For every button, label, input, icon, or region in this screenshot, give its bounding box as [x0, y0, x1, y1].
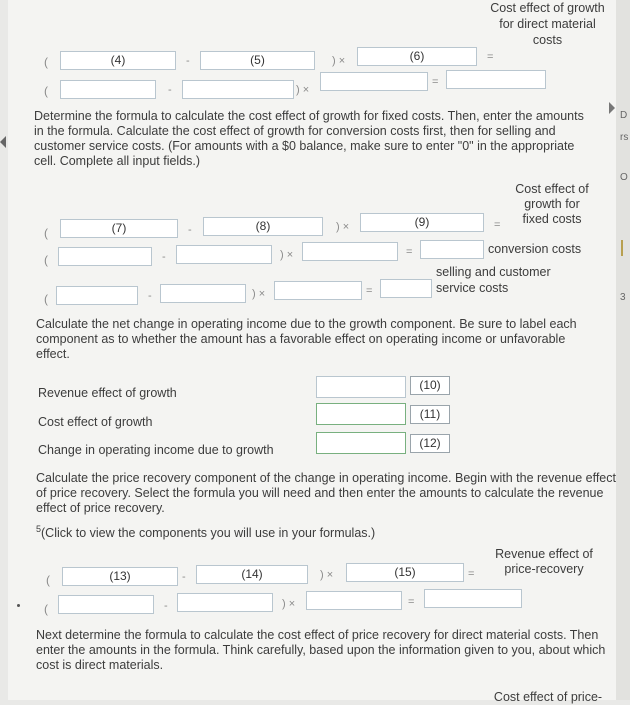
open-paren: (: [44, 292, 48, 306]
times-sign: ) ×: [336, 221, 350, 233]
result-input[interactable]: [446, 70, 546, 89]
equals-sign: =: [366, 285, 373, 297]
label-revenue-price-recovery: Revenue effect of price-recovery: [495, 547, 593, 576]
cursor-arrow-icon: [609, 102, 615, 114]
footnote-marker: 5: [36, 524, 42, 534]
amount-input[interactable]: [160, 284, 246, 303]
times-sign: ) ×: [332, 55, 346, 67]
dropdown-11[interactable]: (11): [410, 405, 450, 424]
side-fragment: D: [620, 110, 628, 121]
instruction-direct-material: Next determine the formula to calculate the cost effect of price recovery for direct material costs. Then enter the amounts in the formula. Think carefully, based upon the information given to you, about which cost is direct materials.: [36, 628, 606, 672]
input-4[interactable]: (4): [60, 51, 176, 70]
minus-sign: -: [188, 224, 192, 236]
input-5[interactable]: (5): [200, 51, 315, 70]
amount-input[interactable]: [306, 591, 402, 610]
equals-sign: =: [494, 219, 501, 231]
minus-sign: -: [168, 84, 172, 96]
side-marker: [621, 240, 623, 256]
minus-sign: -: [182, 571, 186, 583]
open-paren: (: [44, 602, 48, 616]
instruction-price-recovery: Calculate the price recovery component of the change in operating income. Begin with the revenue effect of price recovery. Select the formula you will need and then enter the amounts to calculate the revenue effect of price recovery.: [36, 471, 616, 515]
minus-sign: -: [164, 600, 168, 612]
open-paren: (: [44, 226, 48, 240]
amount-input-change[interactable]: [316, 432, 406, 454]
open-paren: (: [44, 84, 48, 98]
row-cost-effect: Cost effect of growth: [38, 415, 153, 429]
components-link-row[interactable]: [36, 522, 375, 541]
times-sign: ) ×: [282, 598, 296, 610]
label-cost-growth-dm: Cost effect of growth for direct material costs: [490, 1, 605, 47]
bullet-icon: [17, 604, 20, 607]
result-input[interactable]: [424, 589, 522, 608]
amount-input[interactable]: [176, 245, 272, 264]
dropdown-12[interactable]: (12): [410, 434, 450, 453]
left-arrow-icon[interactable]: [0, 136, 6, 148]
equals-sign: =: [487, 51, 494, 63]
open-paren: (: [46, 573, 50, 587]
instruction-net-change: Calculate the net change in operating income due to the growth component. Be sure to label each component as to whether the amount has a favorable effect on operating income or unfavorable effect.: [36, 317, 577, 361]
adjacent-window-edge: [616, 0, 630, 700]
input-13[interactable]: (13): [62, 567, 178, 586]
times-sign: ) ×: [296, 84, 310, 96]
label-cost-growth-fixed: Cost effect of growth for fixed costs: [515, 182, 589, 226]
times-sign: ) ×: [280, 249, 294, 261]
equals-sign: =: [408, 596, 415, 608]
times-sign: ) ×: [252, 288, 266, 300]
amount-input[interactable]: [60, 80, 156, 99]
amount-input[interactable]: [58, 595, 154, 614]
amount-input[interactable]: [320, 72, 428, 91]
minus-sign: -: [148, 290, 152, 302]
side-fragment: rs: [620, 132, 629, 143]
input-9[interactable]: (9): [360, 213, 484, 232]
amount-input-revenue[interactable]: [316, 376, 406, 398]
minus-sign: -: [162, 251, 166, 263]
result-input[interactable]: [380, 279, 432, 298]
input-6[interactable]: (6): [357, 47, 477, 66]
result-input[interactable]: [420, 240, 484, 259]
components-link[interactable]: (Click to view the components you will use in your formulas.): [41, 526, 376, 541]
label-conversion-costs: conversion costs: [488, 242, 582, 256]
input-15[interactable]: (15): [346, 563, 464, 582]
amount-input[interactable]: [274, 281, 362, 300]
equals-sign: =: [468, 568, 475, 580]
open-paren: (: [44, 253, 48, 267]
equals-sign: =: [432, 76, 439, 88]
input-14[interactable]: (14): [196, 565, 308, 584]
label-selling-service: selling and customer service costs: [436, 265, 551, 295]
side-fragment: O: [620, 172, 628, 183]
amount-input[interactable]: [182, 80, 294, 99]
input-7[interactable]: (7): [60, 219, 178, 238]
label-cost-price-recovery: Cost effect of price-: [493, 690, 603, 704]
amount-input[interactable]: [302, 242, 398, 261]
dropdown-10[interactable]: (10): [410, 376, 450, 395]
input-8[interactable]: (8): [203, 217, 323, 236]
times-sign: ) ×: [320, 569, 334, 581]
amount-input[interactable]: [58, 247, 152, 266]
amount-input[interactable]: [177, 593, 273, 612]
equals-sign: =: [406, 246, 413, 258]
row-change-operating-income: Change in operating income due to growth: [38, 443, 274, 457]
instruction-fixed-costs: Determine the formula to calculate the cost effect of growth for fixed costs. Then, enter the amounts in the formula. Calculate the cost effect of growth for conversion costs first, then for selling and customer service costs. (For amounts with a $0 balance, make sure to enter "0" in the appropriate cell. Complete all input fields.): [34, 109, 584, 168]
open-paren: (: [44, 55, 48, 69]
amount-input-cost[interactable]: [316, 403, 406, 425]
row-revenue-effect: Revenue effect of growth: [38, 386, 177, 400]
side-fragment: 3: [620, 292, 626, 303]
minus-sign: -: [186, 55, 190, 67]
amount-input[interactable]: [56, 286, 138, 305]
